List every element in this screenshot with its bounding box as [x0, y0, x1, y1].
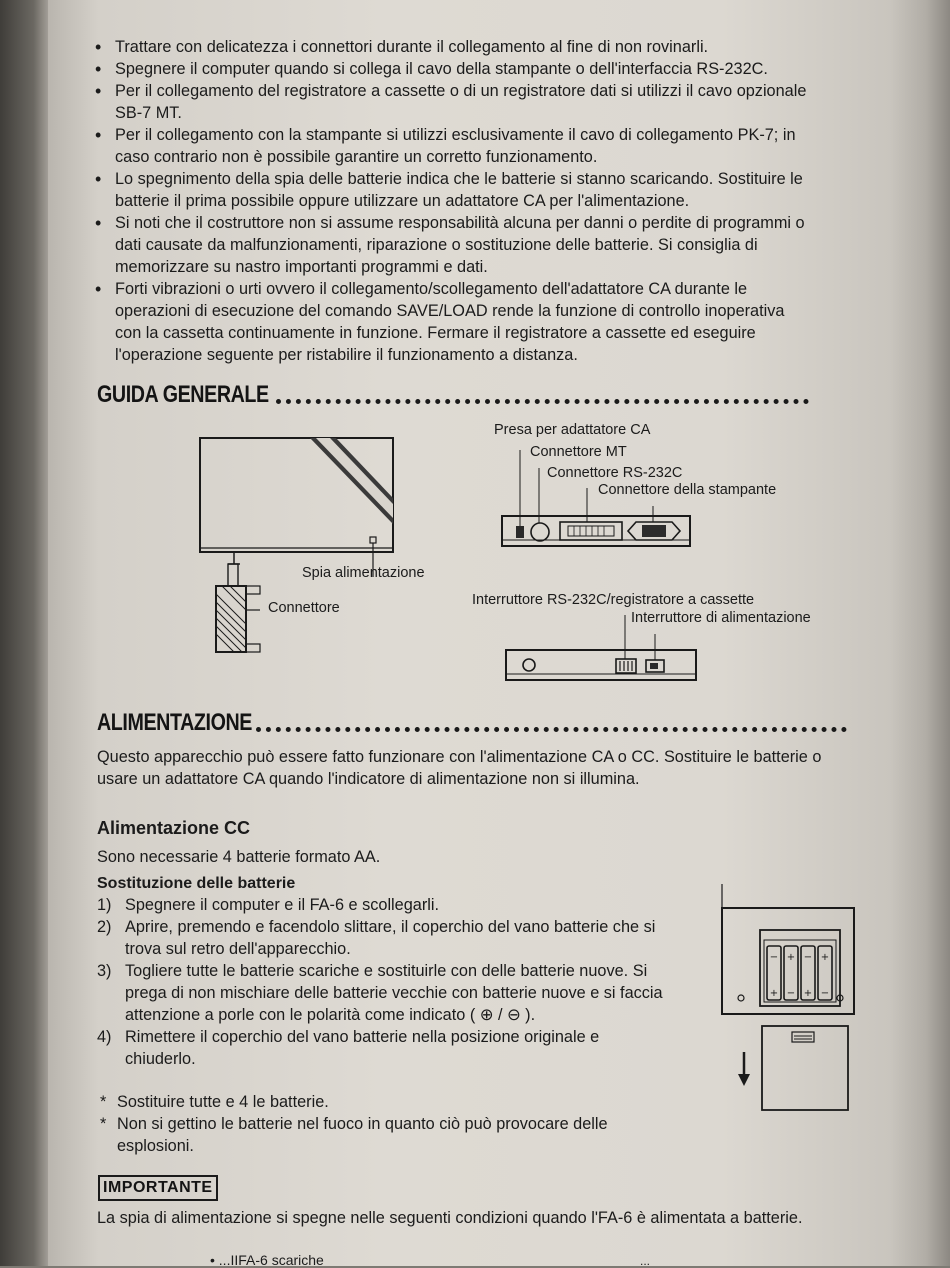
- label-connettore-mt: Connettore MT: [530, 444, 627, 460]
- device-back-drawing: [450, 420, 880, 700]
- label-connettore-stampante: Connettore della stampante: [598, 482, 777, 498]
- battery-steps: [97, 894, 667, 1070]
- svg-text:−: −: [769, 952, 779, 963]
- step-item: [97, 1026, 667, 1070]
- label-interruttore-alimentazione: Interruttore di alimentazione: [631, 610, 811, 626]
- list-item: • Si noti che il costruttore non si assume responsabilità alcuna per danni o perdite di programmi o dati causate da malfunzionamenti, riparazione o sostituzione delle batterie. Si consiglia di memorizzare su nastro importanti programmi e dati.: [95, 212, 807, 278]
- dotted-leader: [256, 727, 847, 732]
- page-binding-shadow: [0, 0, 48, 1266]
- cc-text: Sono necessarie 4 batterie formato AA.: [97, 848, 381, 866]
- dotted-leader: [276, 399, 809, 404]
- alimentazione-intro: Questo apparecchio può essere fatto funzionare con l'alimentazione CA o CC. Sostituire le batterie o usare un adattatore CA quando l'indicatore di alimentazione non si illumina.: [97, 748, 822, 788]
- page-right-edge: [890, 0, 950, 1266]
- battery-compartment-diagram: [668, 878, 858, 1123]
- svg-text:+: +: [820, 952, 830, 963]
- step-number: 4): [97, 1028, 112, 1046]
- list-item: • Per il collegamento del registratore a cassette o di un registratore dati si utilizzi il cavo opzionale SB-7 MT.: [95, 80, 807, 124]
- step-number: 3): [97, 962, 112, 980]
- guida-heading: [97, 382, 809, 408]
- subheading-sostituzione: Sostituzione delle batterie: [97, 875, 296, 892]
- label-presa-adattatore: Presa per adattatore CA: [494, 422, 651, 438]
- svg-text:+: +: [803, 988, 813, 999]
- step-text: Aprire, premendo e facendolo slittare, il coperchio del vano batterie che si trova sul retro dell'apparecchio.: [125, 918, 656, 958]
- alimentazione-heading: [97, 710, 847, 736]
- important-text: La spia di alimentazione si spegne nelle seguenti condizioni quando l'FA-6 è alimentata a batterie.: [97, 1209, 803, 1227]
- label-connettore: Connettore: [268, 600, 340, 616]
- section-title: ALIMENTAZIONE: [97, 709, 253, 736]
- step-number: 1): [97, 896, 112, 914]
- cut-off-line: • ...IIFA-6 scariche: [210, 1252, 324, 1268]
- list-item: • Trattare con delicatezza i connettori durante il collegamento al fine di non rovinarli.: [95, 36, 807, 58]
- subheading-cc: Alimentazione CC: [97, 818, 251, 838]
- device-back-diagram: [450, 420, 880, 705]
- svg-text:−: −: [803, 952, 813, 963]
- device-front-drawing: [150, 432, 450, 662]
- list-item: • Spegnere il computer quando si collega il cavo della stampante o dell'interfaccia RS-232C.: [95, 58, 807, 80]
- list-item: • Lo spegnimento della spia delle batterie indica che le batterie si stanno scaricando. Sostituire le batterie il prima possibile oppure utilizzare un adattatore CA per l'alimentazione.: [95, 168, 807, 212]
- step-text: Spegnere il computer e il FA-6 e scollegarli.: [125, 896, 440, 914]
- svg-text:−: −: [786, 988, 796, 999]
- step-text: Rimettere il coperchio del vano batterie nella posizione originale e chiuderlo.: [125, 1028, 600, 1068]
- battery-compartment-drawing: [668, 878, 858, 1118]
- label-connettore-rs232c: Connettore RS-232C: [547, 465, 683, 481]
- precautions-list: [95, 36, 807, 366]
- battery-notes: [97, 1091, 667, 1157]
- step-text: Togliere tutte le batterie scariche e sostituirle con delle batterie nuove. Si prega di non mischiare delle batterie vecchie con batterie nuove e si faccia attenzione a porle con le polarità come indicato ( ⊕ / ⊖ ).: [125, 962, 663, 1024]
- cut-off-line-right: ...: [640, 1254, 651, 1268]
- list-item: • Per il collegamento con la stampante si utilizzi esclusivamente il cavo di collegamento PK-7; in caso contrario non è possibile garantire un corretto funzionamento.: [95, 124, 807, 168]
- svg-text:+: +: [786, 952, 796, 963]
- label-interruttore-rs232c: Interruttore RS-232C/registratore a cassette: [472, 592, 755, 608]
- list-item: • Forti vibrazioni o urti ovvero il collegamento/scollegamento dell'adattatore CA durante le operazioni di esecuzione del comando SAVE/LOAD rende la funzione di controllo inoperativa con la cassetta continuamente in funzione. Fermare il registratore a cassette ed eseguire l'operazione seguente per ristabilire il funzionamento a distanza.: [95, 278, 807, 366]
- step-item: [97, 916, 667, 960]
- label-spia-alimentazione: Spia alimentazione: [302, 565, 425, 581]
- section-title: GUIDA GENERALE: [97, 381, 269, 408]
- device-front-diagram: [150, 432, 450, 667]
- svg-text:+: +: [769, 988, 779, 999]
- svg-text:−: −: [820, 988, 830, 999]
- note-item: * Sostituire tutte e 4 le batterie.: [97, 1091, 667, 1113]
- important-label: IMPORTANTE: [98, 1175, 218, 1201]
- step-item: [97, 960, 667, 1026]
- step-item: [97, 894, 667, 916]
- note-item: * Non si gettino le batterie nel fuoco in quanto ciò può provocare delle esplosioni.: [97, 1113, 667, 1157]
- step-number: 2): [97, 918, 112, 936]
